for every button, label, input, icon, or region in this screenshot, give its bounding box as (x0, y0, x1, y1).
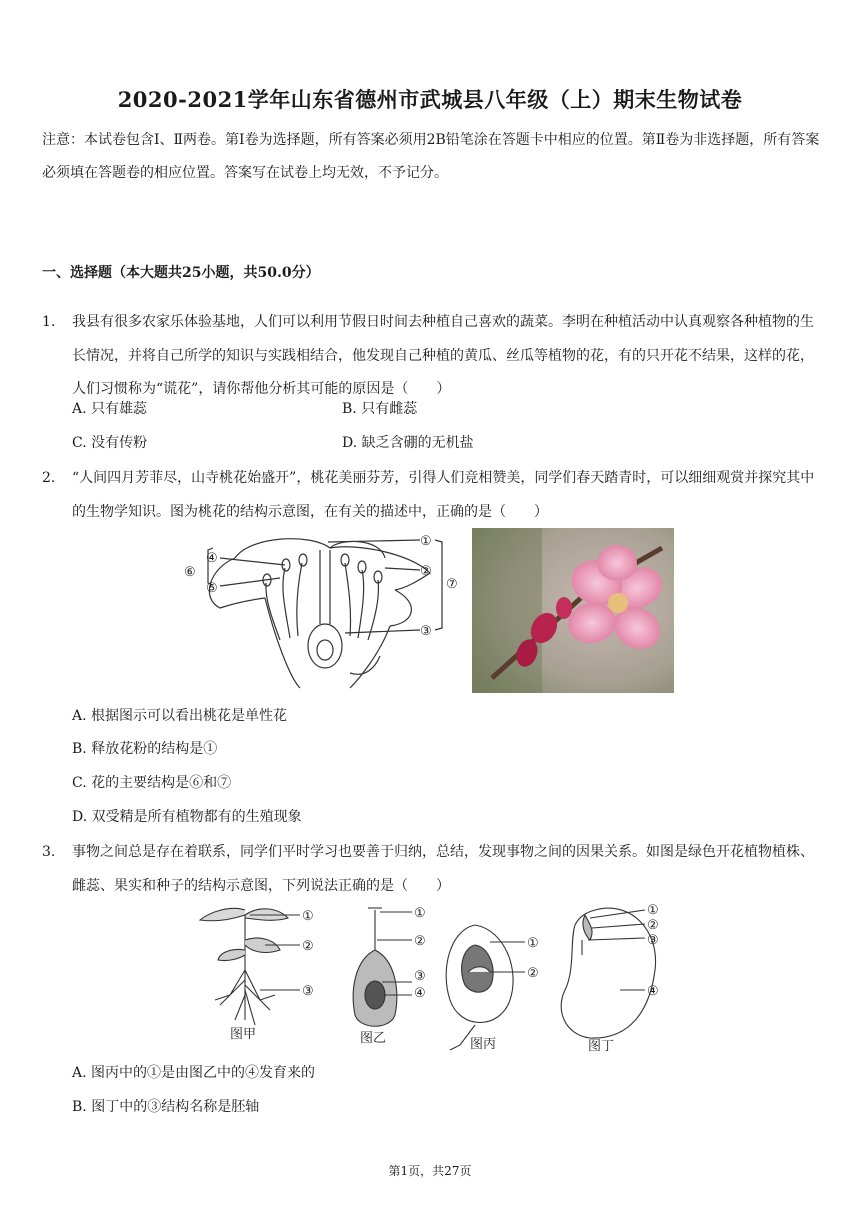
question-number: 2. (42, 470, 56, 486)
ding-label-3: ③ (647, 933, 659, 948)
yi-label-2: ② (414, 934, 426, 949)
option-b: B. 图丁中的③结构名称是胚轴 (72, 1099, 260, 1115)
bing-label-1: ① (527, 936, 539, 951)
yi-label-4: ④ (414, 986, 426, 1001)
option-a: A. 图丙中的①是由图乙中的④发育来的 (72, 1065, 316, 1081)
label-6: ⑥ (184, 565, 196, 580)
yi-label-1: ① (414, 906, 426, 921)
ding-label-4: ④ (647, 984, 659, 999)
jia-label-2: ② (302, 939, 314, 954)
label-3: ③ (420, 624, 432, 639)
question-3 (42, 836, 822, 903)
yi-label-3: ③ (414, 969, 426, 984)
ding-label-1: ① (647, 903, 659, 918)
option-a: A. 根据图示可以看出桃花是单性花 (72, 708, 288, 724)
label-2: ② (420, 564, 432, 579)
plant-structure-figures (190, 900, 680, 1055)
page-footer: 第1页，共27页 (388, 1164, 472, 1178)
ding-label-2: ② (647, 918, 659, 933)
caption-yi: 图乙 (360, 1031, 387, 1046)
exam-notice: 注意：本试卷包含Ⅰ、Ⅱ两卷。第Ⅰ卷为选择题，所有答案必须用2B铅笔涂在答题卡中相应的位置。第Ⅱ卷为非选择题，所有答案必须填在答题卷的相应位置。答案写在试卷上均无效，不予记分。 (42, 132, 820, 181)
exam-title: 2020-2021学年山东省德州市武城县八年级（上）期末生物试卷 (117, 87, 743, 112)
question-1 (42, 306, 822, 407)
question-stem: “人间四月芳菲尽，山寺桃花始盛开”，桃花美丽芬芳，引得人们竞相赞美，同学们春天踏青时，可以细细观赏并探究其中的生物学知识。图为桃花的结构示意图，在有关的描述中，正确的是（ ） (72, 470, 815, 520)
question-number: 1. (42, 314, 56, 330)
option-c: C. 花的主要结构是⑥和⑦ (72, 775, 232, 791)
label-7: ⑦ (446, 577, 458, 592)
label-1: ① (420, 534, 432, 549)
peach-blossom-photo (472, 528, 674, 693)
question-stem: 事物之间总是存在着联系，同学们平时学习也要善于归纳，总结，发现事物之间的因果关系。如图是绿色开花植物植株、雌蕊、果实和种子的结构示意图，下列说法正确的是（ ） (72, 844, 814, 894)
option-b: B. 释放花粉的结构是① (72, 741, 218, 757)
caption-bing: 图丙 (470, 1037, 497, 1052)
option-a: A. 只有雄蕊 (72, 401, 148, 417)
peach-flower-structure-diagram (180, 528, 470, 690)
caption-jia: 图甲 (230, 1027, 257, 1042)
jia-label-1: ① (302, 909, 314, 924)
question-stem: 我县有很多农家乐体验基地，人们可以利用节假日时间去种植自己喜欢的蔬菜。李明在种植活动中认真观察各种植物的生长情况，并将自己所学的知识与实践相结合，他发现自己种植的黄瓜、丝瓜等植物的花，有的只开花不结果，这样的花，人们习惯称为“谎花”，请你帮他分析其可能的原因是（ ） (72, 314, 814, 397)
label-4: ④ (206, 551, 218, 566)
caption-ding: 图丁 (588, 1039, 615, 1054)
bing-label-2: ② (527, 966, 539, 981)
question-2 (42, 462, 822, 529)
option-d: D. 双受精是所有植物都有的生殖现象 (72, 809, 302, 825)
question-number: 3. (42, 844, 56, 860)
section-title: 一、选择题（本大题共25小题，共50.0分） (42, 265, 320, 281)
label-5: ⑤ (206, 581, 218, 596)
option-d: D. 缺乏含硼的无机盐 (342, 435, 474, 451)
option-b: B. 只有雌蕊 (342, 401, 418, 417)
option-c: C. 没有传粉 (72, 435, 148, 451)
jia-label-3: ③ (302, 984, 314, 999)
